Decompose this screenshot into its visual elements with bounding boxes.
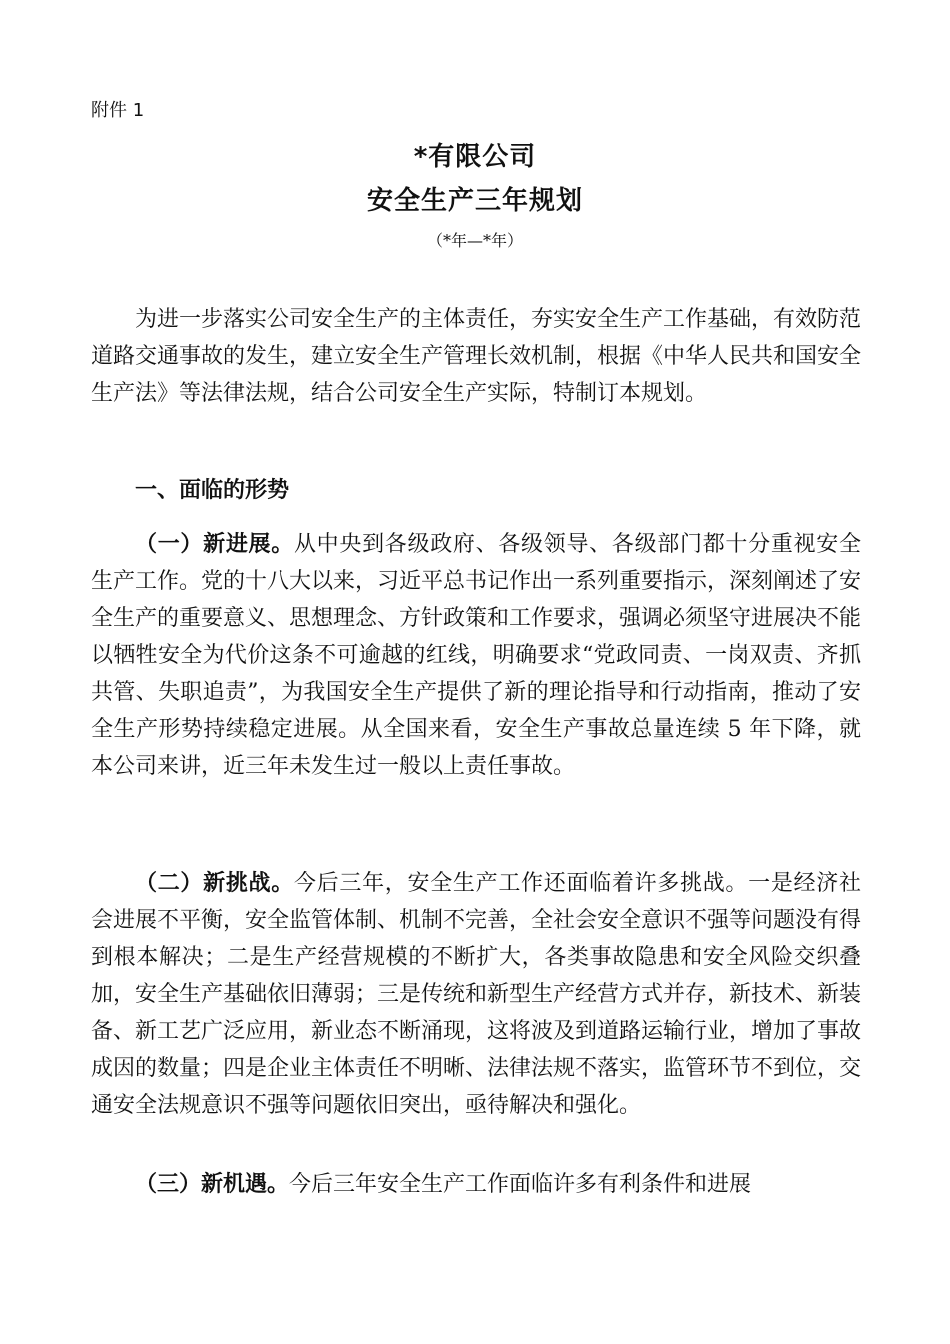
paragraph-lead: （二）新挑战。: [135, 871, 294, 896]
company-title: *有限公司: [413, 142, 537, 172]
plan-title: 安全生产三年规划: [366, 186, 583, 216]
paragraph-text: 从中央到各级政府、各级领导、各级部门都十分重视安全生产工作。党的十八大以来，习近平总书记作出一系列重要指示，深刻阐述了安全生产的重要意义、思想理念、方针政策和工作要求，强调必须坚守进展决不能以牺牲安全为代价这条不可逾越的红线，明确要求“党政同责、一岗双责、齐抓共管、失职追责”，为我国安全生产提供了新的理论指导和行动指南，推动了安全生产形势持续稳定进展。从全国来看，安全生产事故总量连续 5 年下降，就本公司来讲，近三年未发生过一般以上责任事故。: [91, 532, 862, 779]
paragraph-new-opportunities: [91, 1166, 861, 1203]
paragraph-lead: （一）新进展。: [135, 532, 294, 557]
paragraph-lead: （三）新机遇。: [135, 1172, 290, 1197]
paragraph-text: 今后三年安全生产工作面临许多有利条件和进展: [289, 1172, 752, 1197]
intro-paragraph: 为进一步落实公司安全生产的主体责任，夯实安全生产工作基础，有效防范道路交通事故的发生，建立安全生产管理长效机制，根据《中华人民共和国安全生产法》等法律法规，结合公司安全生产实际，特制订本规划。: [91, 307, 862, 406]
paragraph-new-progress: [91, 526, 861, 785]
section-heading: 一、面临的形势: [135, 478, 290, 503]
paragraph-text: 今后三年，安全生产工作还面临着许多挑战。一是经济社会进展不平衡，安全监管体制、机制不完善，全社会安全意识不强等问题没有得到根本解决；二是生产经营规模的不断扩大，各类事故隐患和安全风险交织叠加，安全生产基础依旧薄弱；三是传统和新型生产经营方式并存，新技术、新装备、新工艺广泛应用，新业态不断涌现，这将波及到道路运输行业，增加了事故成因的数量；四是企业主体责任不明晰、法律法规不落实，监管环节不到位，交通安全法规意识不强等问题依旧突出，亟待解决和强化。: [91, 871, 862, 1118]
date-range: （*年—*年）: [426, 231, 523, 250]
attachment-label: 附件 1: [91, 100, 145, 121]
paragraph-new-challenges: [91, 865, 861, 1124]
